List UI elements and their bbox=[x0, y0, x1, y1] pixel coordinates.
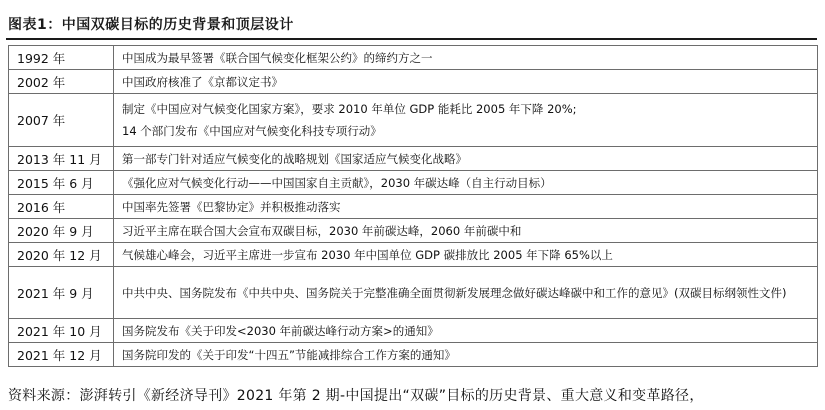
event-cell bbox=[114, 319, 818, 343]
event-text: 国务院印发的《关于印发“十四五”节能减排综合工作方案的通知》 bbox=[122, 347, 456, 362]
table-row bbox=[9, 219, 818, 243]
year-cell: 2016 年 bbox=[9, 195, 114, 219]
event-cell bbox=[114, 219, 818, 243]
table-row bbox=[9, 343, 818, 367]
event-cell bbox=[114, 70, 818, 94]
year-cell: 1992 年 bbox=[9, 46, 114, 70]
event-cell bbox=[114, 343, 818, 367]
year-cell: 2007 年 bbox=[9, 94, 114, 147]
event-text: 中国成为最早签署《联合国气候变化框架公约》的缔约方之一 bbox=[122, 50, 433, 65]
event-text: 国务院发布《关于印发<2030 年前碳达峰行动方案>的通知》 bbox=[122, 323, 439, 338]
table-row bbox=[9, 319, 818, 343]
year-cell: 2020 年 12 月 bbox=[9, 243, 114, 267]
event-text: 中共中央、国务院发布《中共中央、国务院关于完整准确全面贯彻新发展理念做好碳达峰碳中和工作的意见》(双碳目标纲领性文件) bbox=[122, 285, 787, 300]
event-cell bbox=[114, 267, 818, 319]
event-text: 14 个部门发布《中国应对气候变化科技专项行动》 bbox=[122, 124, 382, 138]
page-title: 图表1：中国双碳目标的历史背景和顶层设计 bbox=[8, 17, 294, 33]
event-text: 中国率先签署《巴黎协定》并积极推动落实 bbox=[122, 199, 341, 214]
event-cell bbox=[114, 243, 818, 267]
year-cell: 2002 年 bbox=[9, 70, 114, 94]
table-row bbox=[9, 94, 818, 147]
event-text: 习近平主席在联合国大会宣布双碳目标，2030 年前碳达峰，2060 年前碳中和 bbox=[122, 223, 522, 238]
event-text: 中国政府核准了《京都议定书》 bbox=[122, 74, 283, 89]
source-note: 资料来源：澎湃转引《新经济导刊》2021 年第 2 期-中国提出“双碳”目标的历史背景、重大意义和变革路径， bbox=[8, 388, 704, 404]
year-cell: 2020 年 9 月 bbox=[9, 219, 114, 243]
table-row bbox=[9, 243, 818, 267]
table-row bbox=[9, 171, 818, 195]
table-row bbox=[9, 46, 818, 70]
title-divider bbox=[6, 38, 817, 40]
table-row bbox=[9, 147, 818, 171]
timeline-table bbox=[8, 45, 818, 367]
event-text: 《强化应对气候变化行动——中国国家自主贡献》，2030 年碳达峰（自主行动目标） bbox=[122, 175, 552, 190]
year-cell: 2015 年 6 月 bbox=[9, 171, 114, 195]
event-cell bbox=[114, 171, 818, 195]
event-cell bbox=[114, 46, 818, 70]
event-text: 制定《中国应对气候变化国家方案》，要求 2010 年单位 GDP 能耗比 2005 年下降 20%; bbox=[122, 102, 577, 116]
event-text: 第一部专门针对适应气候变化的战略规划《国家适应气候变化战略》 bbox=[122, 151, 467, 166]
year-cell: 2021 年 10 月 bbox=[9, 319, 114, 343]
event-cell bbox=[114, 147, 818, 171]
event-cell bbox=[114, 195, 818, 219]
table-row bbox=[9, 70, 818, 94]
year-cell: 2013 年 11 月 bbox=[9, 147, 114, 171]
year-cell: 2021 年 12 月 bbox=[9, 343, 114, 367]
year-cell: 2021 年 9 月 bbox=[9, 267, 114, 319]
event-cell bbox=[114, 94, 818, 147]
table-row bbox=[9, 267, 818, 319]
event-text: 气候雄心峰会，习近平主席进一步宣布 2030 年中国单位 GDP 碳排放比 2005 年下降 65%以上 bbox=[122, 247, 613, 262]
table-row bbox=[9, 195, 818, 219]
title-bar bbox=[0, 0, 825, 40]
